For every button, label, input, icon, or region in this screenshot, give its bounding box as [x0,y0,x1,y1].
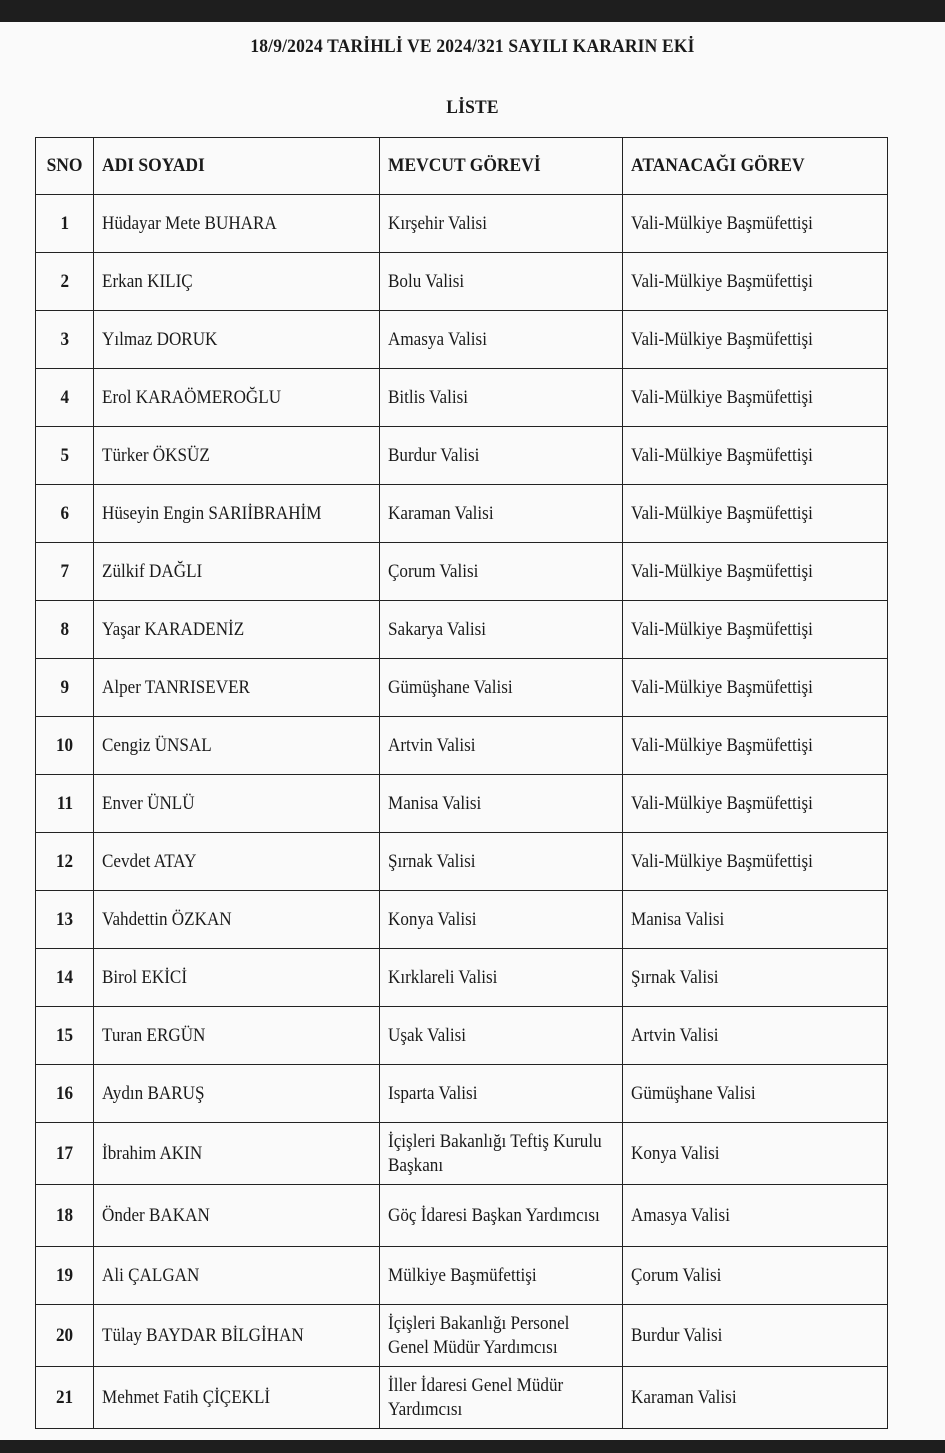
row-name: Alper TANRISEVER [94,659,380,717]
row-name: Zülkif DAĞLI [94,543,380,601]
row-new-role: Vali-Mülkiye Başmüfettişi [623,775,888,833]
row-name: Önder BAKAN [94,1185,380,1247]
row-name: Turan ERGÜN [94,1007,380,1065]
row-name: Yılmaz DORUK [94,311,380,369]
row-sno: 19 [36,1247,94,1305]
row-new-role: Vali-Mülkiye Başmüfettişi [623,369,888,427]
row-current-role: Amasya Valisi [380,311,623,369]
column-header-name: ADI SOYADI [94,138,380,195]
row-new-role: Vali-Mülkiye Başmüfettişi [623,485,888,543]
table-header-row [36,138,888,195]
table-row [36,949,888,1007]
row-sno: 17 [36,1123,94,1185]
row-sno: 1 [36,195,94,253]
row-sno: 9 [36,659,94,717]
row-current-role: Kırklareli Valisi [380,949,623,1007]
row-current-role: İller İdaresi Genel Müdür Yardımcısı [380,1367,623,1429]
table-row [36,775,888,833]
table-row [36,543,888,601]
row-sno: 15 [36,1007,94,1065]
column-header-new-role: ATANACAĞI GÖREV [623,138,888,195]
row-sno: 16 [36,1065,94,1123]
row-current-role: Mülkiye Başmüfettişi [380,1247,623,1305]
table-row [36,717,888,775]
row-name: Türker ÖKSÜZ [94,427,380,485]
row-sno: 6 [36,485,94,543]
row-sno: 5 [36,427,94,485]
document-subtitle: LİSTE [446,97,499,118]
document-title: 18/9/2024 TARİHLİ VE 2024/321 SAYILI KARARIN EKİ [250,36,695,57]
row-name: Vahdettin ÖZKAN [94,891,380,949]
row-new-role: Vali-Mülkiye Başmüfettişi [623,717,888,775]
row-sno: 4 [36,369,94,427]
document-page [0,22,945,1440]
row-sno: 7 [36,543,94,601]
row-sno: 21 [36,1367,94,1429]
row-new-role: Burdur Valisi [623,1305,888,1367]
table-row [36,1123,888,1185]
row-new-role: Vali-Mülkiye Başmüfettişi [623,543,888,601]
row-sno: 18 [36,1185,94,1247]
row-name: Aydın BARUŞ [94,1065,380,1123]
row-current-role: Artvin Valisi [380,717,623,775]
row-sno: 2 [36,253,94,311]
row-current-role: Konya Valisi [380,891,623,949]
row-current-role: Göç İdaresi Başkan Yardımcısı [380,1185,623,1247]
table-row [36,833,888,891]
row-name: Enver ÜNLÜ [94,775,380,833]
table-row [36,601,888,659]
row-new-role: Konya Valisi [623,1123,888,1185]
table-row [36,1247,888,1305]
table-row [36,1007,888,1065]
bottom-dark-bar [0,1440,945,1453]
row-current-role: Manisa Valisi [380,775,623,833]
row-current-role: İçişleri Bakanlığı Teftiş Kurulu Başkanı [380,1123,623,1185]
top-dark-bar [0,0,945,22]
table-row [36,195,888,253]
table-row [36,1367,888,1429]
row-current-role: Isparta Valisi [380,1065,623,1123]
row-new-role: Amasya Valisi [623,1185,888,1247]
table-row [36,1185,888,1247]
row-current-role: Çorum Valisi [380,543,623,601]
row-current-role: Uşak Valisi [380,1007,623,1065]
row-sno: 11 [36,775,94,833]
row-name: Birol EKİCİ [94,949,380,1007]
row-current-role: Karaman Valisi [380,485,623,543]
appointments-table [35,137,888,1429]
table-row [36,427,888,485]
table-row [36,659,888,717]
row-current-role: Sakarya Valisi [380,601,623,659]
row-name: Tülay BAYDAR BİLGİHAN [94,1305,380,1367]
row-sno: 12 [36,833,94,891]
row-current-role: İçişleri Bakanlığı Personel Genel Müdür Yardımcısı [380,1305,623,1367]
row-new-role: Manisa Valisi [623,891,888,949]
row-name: Cevdet ATAY [94,833,380,891]
table-row [36,1305,888,1367]
row-new-role: Çorum Valisi [623,1247,888,1305]
row-new-role: Vali-Mülkiye Başmüfettişi [623,427,888,485]
row-current-role: Bolu Valisi [380,253,623,311]
row-new-role: Karaman Valisi [623,1367,888,1429]
column-header-sno: SNO [36,138,94,195]
table-row [36,891,888,949]
row-new-role: Şırnak Valisi [623,949,888,1007]
row-current-role: Burdur Valisi [380,427,623,485]
row-sno: 14 [36,949,94,1007]
row-sno: 8 [36,601,94,659]
row-name: Ali ÇALGAN [94,1247,380,1305]
row-current-role: Kırşehir Valisi [380,195,623,253]
row-sno: 20 [36,1305,94,1367]
row-name: Erol KARAÖMEROĞLU [94,369,380,427]
table-row [36,485,888,543]
row-current-role: Gümüşhane Valisi [380,659,623,717]
row-name: Yaşar KARADENİZ [94,601,380,659]
row-new-role: Vali-Mülkiye Başmüfettişi [623,601,888,659]
row-name: İbrahim AKIN [94,1123,380,1185]
row-sno: 10 [36,717,94,775]
row-sno: 3 [36,311,94,369]
table-row [36,311,888,369]
table-row [36,1065,888,1123]
row-name: Cengiz ÜNSAL [94,717,380,775]
row-new-role: Vali-Mülkiye Başmüfettişi [623,659,888,717]
row-name: Mehmet Fatih ÇİÇEKLİ [94,1367,380,1429]
row-name: Hüseyin Engin SARIİBRAHİM [94,485,380,543]
row-new-role: Vali-Mülkiye Başmüfettişi [623,833,888,891]
row-new-role: Vali-Mülkiye Başmüfettişi [623,311,888,369]
row-new-role: Vali-Mülkiye Başmüfettişi [623,253,888,311]
row-sno: 13 [36,891,94,949]
row-current-role: Şırnak Valisi [380,833,623,891]
column-header-current-role: MEVCUT GÖREVİ [380,138,623,195]
row-current-role: Bitlis Valisi [380,369,623,427]
table-row [36,369,888,427]
row-new-role: Artvin Valisi [623,1007,888,1065]
row-name: Hüdayar Mete BUHARA [94,195,380,253]
row-new-role: Gümüşhane Valisi [623,1065,888,1123]
row-name: Erkan KILIÇ [94,253,380,311]
table-row [36,253,888,311]
row-new-role: Vali-Mülkiye Başmüfettişi [623,195,888,253]
